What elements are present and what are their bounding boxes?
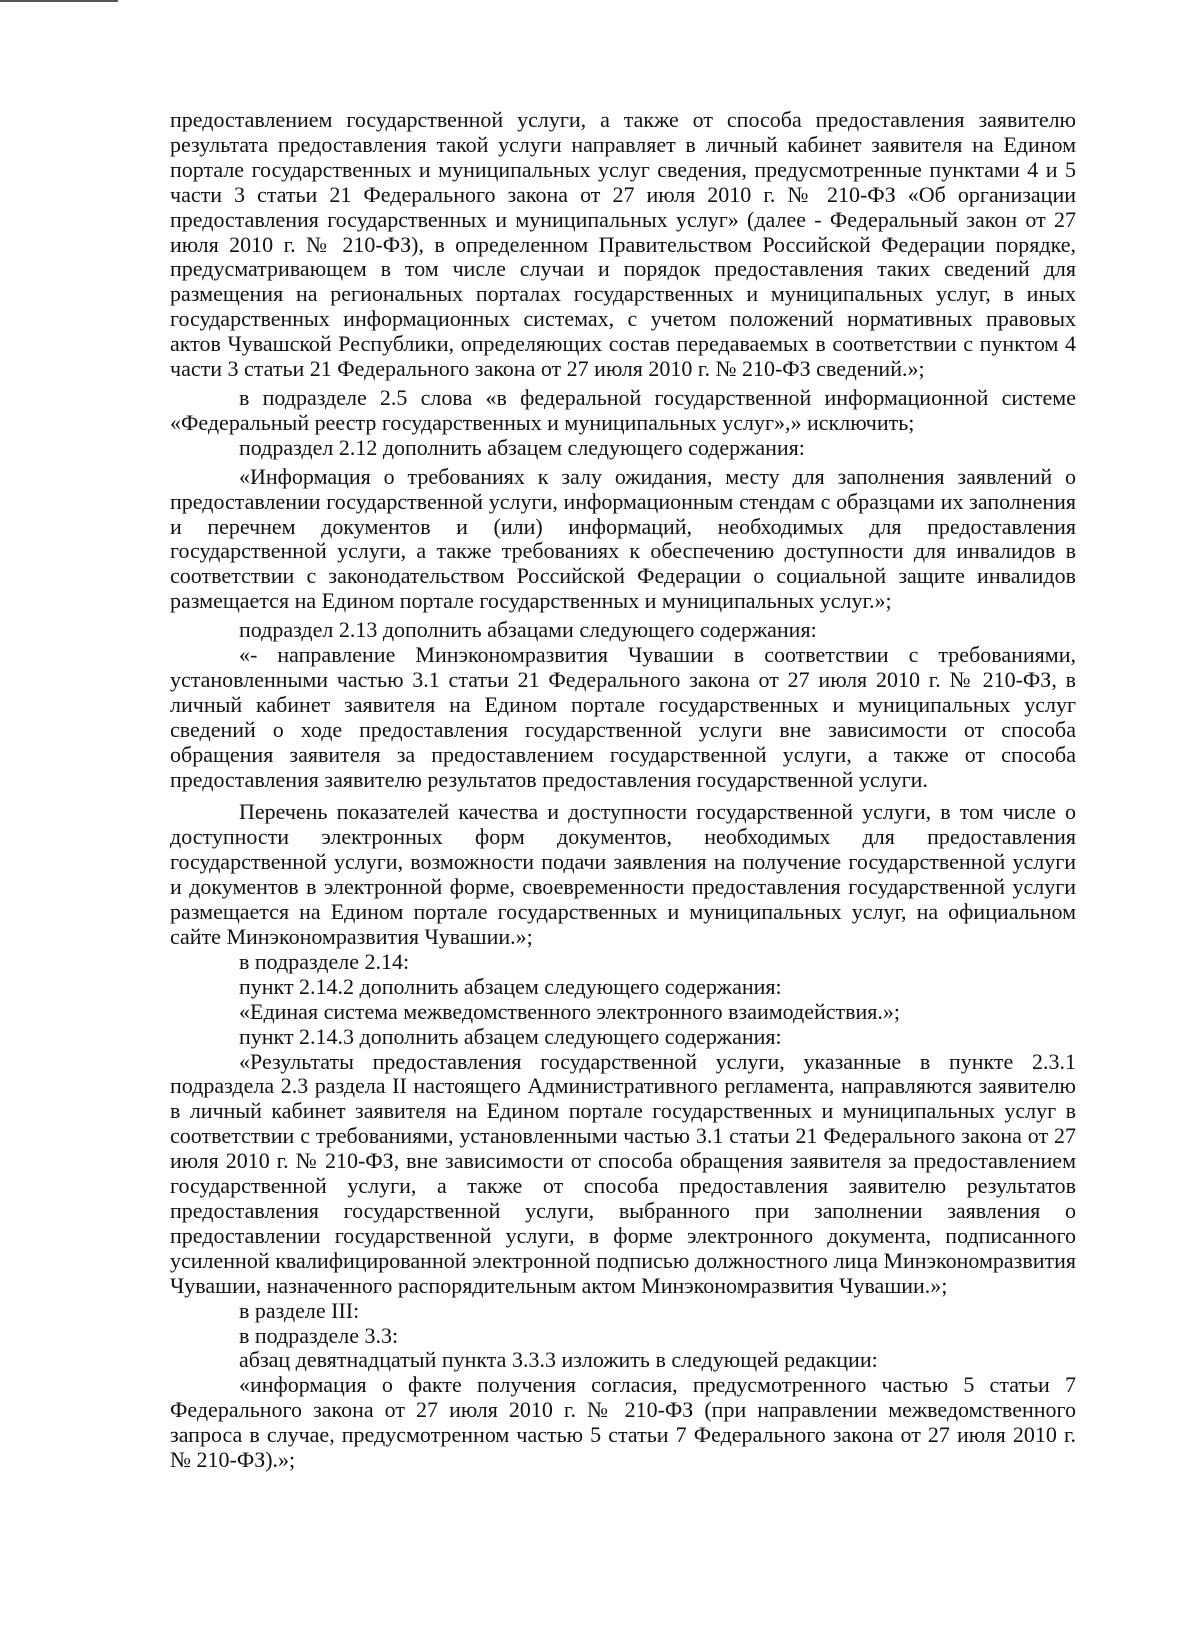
- paragraph-3: подраздел 2.12 дополнить абзацем следующего содержания:: [239, 434, 805, 460]
- paragraph-13: в разделе III:: [239, 1297, 360, 1323]
- scan-edge-mark: [0, 0, 118, 2]
- paragraph-6: «- направление Минэкономразвития Чувашии в соответствии с требованиями, установленными частью 3.1 статьи 21 Федерального закона от 27 июля 2010 г. № 210-ФЗ, в личный кабинет заявителя на Едином портале государственных и муниципальных услуг сведений о ходе предоставления государственной услуги вне зависимости от способа обращения заявителя за предоставлением государственной услуги, а также от способа предоставления заявителю результатов предоставления государственной услуги.: [170, 642, 1076, 792]
- paragraph-12: «Результаты предоставления государственной услуги, указанные в пункте 2.3.1 подраздела 2.3 раздела II настоящего Административного регламента, направляются заявителю в личный кабинет заявителя на Едином портале государственных и муниципальных услуг в соответствии с требованиями, установленными частью 3.1 статьи 21 Федерального закона от 27 июля 2010 г. № 210-ФЗ, вне зависимости от способа обращения заявителя за предоставлением государственной услуги, а также от способа предоставления заявителю результатов предоставления государственной услуги, выбранного при заполнении заявления о предоставлении государственной услуги, в форме электронного документа, подписанного усиленной квалифицированной электронной подписью должностного лица Минэкономразвития Чувашии, назначенного распорядительным актом Минэкономразвития Чувашии.»;: [170, 1048, 1076, 1298]
- paragraph-5: подраздел 2.13 дополнить абзацами следующего содержания:: [239, 617, 817, 643]
- paragraph-4: «Информация о требованиях к залу ожидания, месту для заполнения заявлений о предоставлении государственной услуги, информационным стендам с образцами их заполнения и перечнем документов и (или) информаций, необходимых для предоставления государственной услуги, а также требованиях к обеспечению доступности для инвалидов в соответствии с законодательством Российской Федерации о социальной защите инвалидов размещается на Едином портале государственных и муниципальных услуг.»;: [170, 463, 1076, 614]
- paragraph-8: в подразделе 2.14:: [239, 948, 410, 974]
- paragraph-1: предоставлением государственной услуги, а также от способа предоставления заявителю результата предоставления такой услуги направляет в личный кабинет заявителя на Едином портале государственных и муниципальных услуг сведения, предусмотренные пунктами 4 и 5 части 3 статьи 21 Федерального закона от 27 июля 2010 г. № 210-ФЗ «Об организации предоставления государственных и муниципальных услуг» (далее - Федеральный закон от 27 июля 2010 г. № 210-ФЗ), в определенном Правительством Российской Федерации порядке, предусматривающем в том числе случаи и порядок предоставления таких сведений для размещения на региональных порталах государственных и муниципальных услуг, в иных государственных информационных системах, с учетом положений нормативных правовых актов Чувашской Республики, определяющих состав передаваемых в соответствии с пунктом 4 части 3 статьи 21 Федерального закона от 27 июля 2010 г. № 210-ФЗ сведений.»;: [170, 107, 1076, 382]
- document-page: [170, 108, 1076, 1473]
- paragraph-16: «информация о факте получения согласия, предусмотренного частью 5 статьи 7 Федерального закона от 27 июля 2010 г. № 210-ФЗ (при направлении межведомственного запроса в случае, предусмотренном частью 5 статьи 7 Федерального закона от 27 июля 2010 г. № 210-ФЗ).»;: [170, 1372, 1076, 1473]
- paragraph-14: в подразделе 3.3:: [239, 1322, 399, 1348]
- paragraph-9: пункт 2.14.2 дополнить абзацем следующего содержания:: [239, 973, 782, 999]
- paragraph-15: абзац девятнадцатый пункта 3.3.3 изложить в следующей редакции:: [239, 1347, 878, 1373]
- paragraph-2: в подразделе 2.5 слова «в федеральной государственной информационной системе «Федеральный реестр государственных и муниципальных услуг»,» исключить;: [170, 384, 1076, 435]
- paragraph-7: Перечень показателей качества и доступности государственной услуги, в том числе о доступности электронных форм документов, необходимых для предоставления государственной услуги, возможности подачи заявления на получение государственной услуги и документов в электронной форме, своевременности предоставления государственной услуги размещается на Едином портале государственных и муниципальных услуг, на официальном сайте Минэкономразвития Чувашии.»;: [170, 799, 1076, 949]
- paragraph-10: «Единая система межведомственного электронного взаимодействия.»;: [239, 998, 901, 1024]
- paragraph-11: пункт 2.14.3 дополнить абзацем следующего содержания:: [239, 1023, 782, 1049]
